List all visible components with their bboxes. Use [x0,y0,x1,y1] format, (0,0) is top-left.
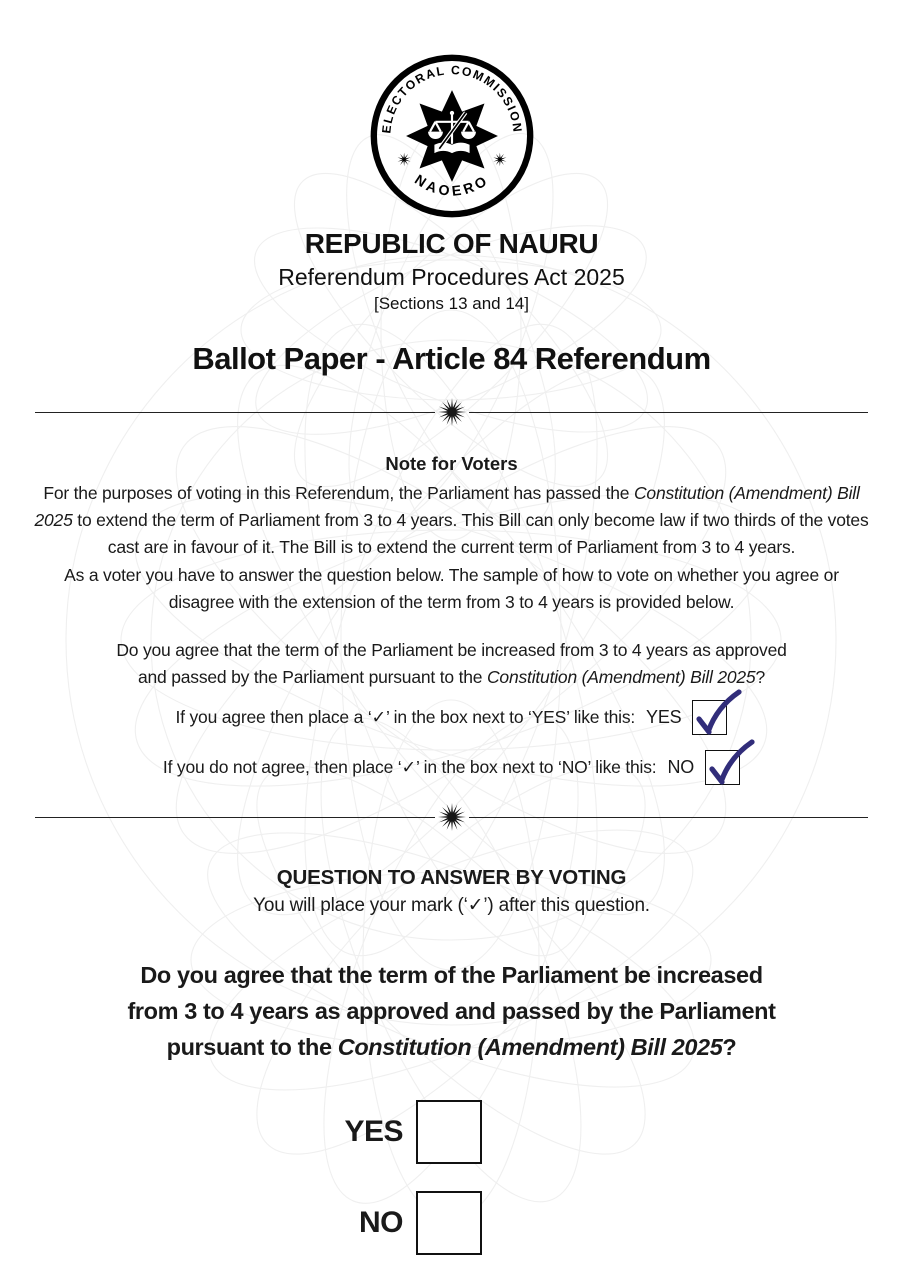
country-heading: REPUBLIC OF NAURU [304,228,599,259]
no-answer-row [313,1191,482,1255]
no-checkbox[interactable] [416,1191,482,1255]
sample-yes-checked-box [692,700,727,735]
question-line: from 3 to 4 years as approved and passed by the Parliament [127,998,776,1024]
question-section-subheading: You will place your mark (‘✓’) after this question. [253,895,650,916]
no-instruction-text: If you do not agree, then place ‘✓’ in the box next to ‘NO’ like this: [162,757,657,777]
divider-starburst-icon [437,802,467,832]
sample-question-paragraph [112,637,792,691]
right-starburst-icon [493,153,506,167]
note-for-voters-heading: Note for Voters [385,453,518,474]
electoral-commission-seal-logo [366,50,538,222]
note-paragraph-text: to extend the term of Parliament from 3 to 4 years. This Bill can only become law if two thirds of the votes cast are in favour of it. The Bill is to extend the current term of Parliament from 3 to 4 years. [72,510,869,557]
seal-top-text: ELECTORAL COMMISSION [378,63,525,135]
yes-checkbox[interactable] [416,1100,482,1164]
note-paragraph-text: For the purposes of voting in this Referendum, the Parliament has passed the [43,483,634,503]
voter-guidance-paragraph: As a voter you have to answer the question below. The sample of how to vote on whether you agree or disagree with the extension of the term from 3 to 4 years is provided below. [64,565,839,612]
navy-checkmark-icon [707,738,755,786]
divider-top [35,397,868,427]
sample-question-text: ? [755,667,766,687]
navy-checkmark-icon [694,688,742,736]
yes-answer-row [313,1100,482,1164]
referendum-question [92,957,812,1065]
divider-starburst-icon [437,397,467,427]
sample-no-row [0,750,903,785]
seal-bottom-text: NAOERO [410,171,493,200]
divider-bottom [35,802,868,832]
question-line: ? [722,1034,737,1060]
sample-no-checked-box [705,750,740,785]
ballot-title: Ballot Paper - Article 84 Referendum [192,341,711,376]
sections-reference: [Sections 13 and 14] [373,294,529,313]
bill-name-italic: Constitution (Amendment) Bill 2025 [337,1034,723,1060]
left-starburst-icon [397,153,410,167]
sample-yes-row [0,700,903,735]
act-subtitle: Referendum Procedures Act 2025 [278,264,625,290]
note-paragraph [26,480,878,561]
bill-name-italic: Constitution (Amendment) Bill 2025 [34,483,860,530]
sample-no-label: NO [667,757,695,777]
yes-answer-label: YES [344,1115,403,1148]
question-line: Do you agree that the term of the Parliament be increased [140,962,763,988]
question-line: pursuant to the [166,1034,338,1060]
answer-area [0,1100,903,1255]
yes-instruction-text: If you agree then place a ‘✓’ in the box next to ‘YES’ like this: [175,707,636,727]
bill-name-italic: Constitution (Amendment) Bill 2025 [486,667,756,687]
no-answer-label: NO [359,1206,403,1239]
sample-question-text: Do you agree that the term of the Parliament be increased from 3 to 4 years as approved and passed by the Parliament pursuant to the [116,640,787,687]
sample-yes-label: YES [646,707,682,727]
question-section-heading: QUESTION TO ANSWER BY VOTING [276,866,627,889]
